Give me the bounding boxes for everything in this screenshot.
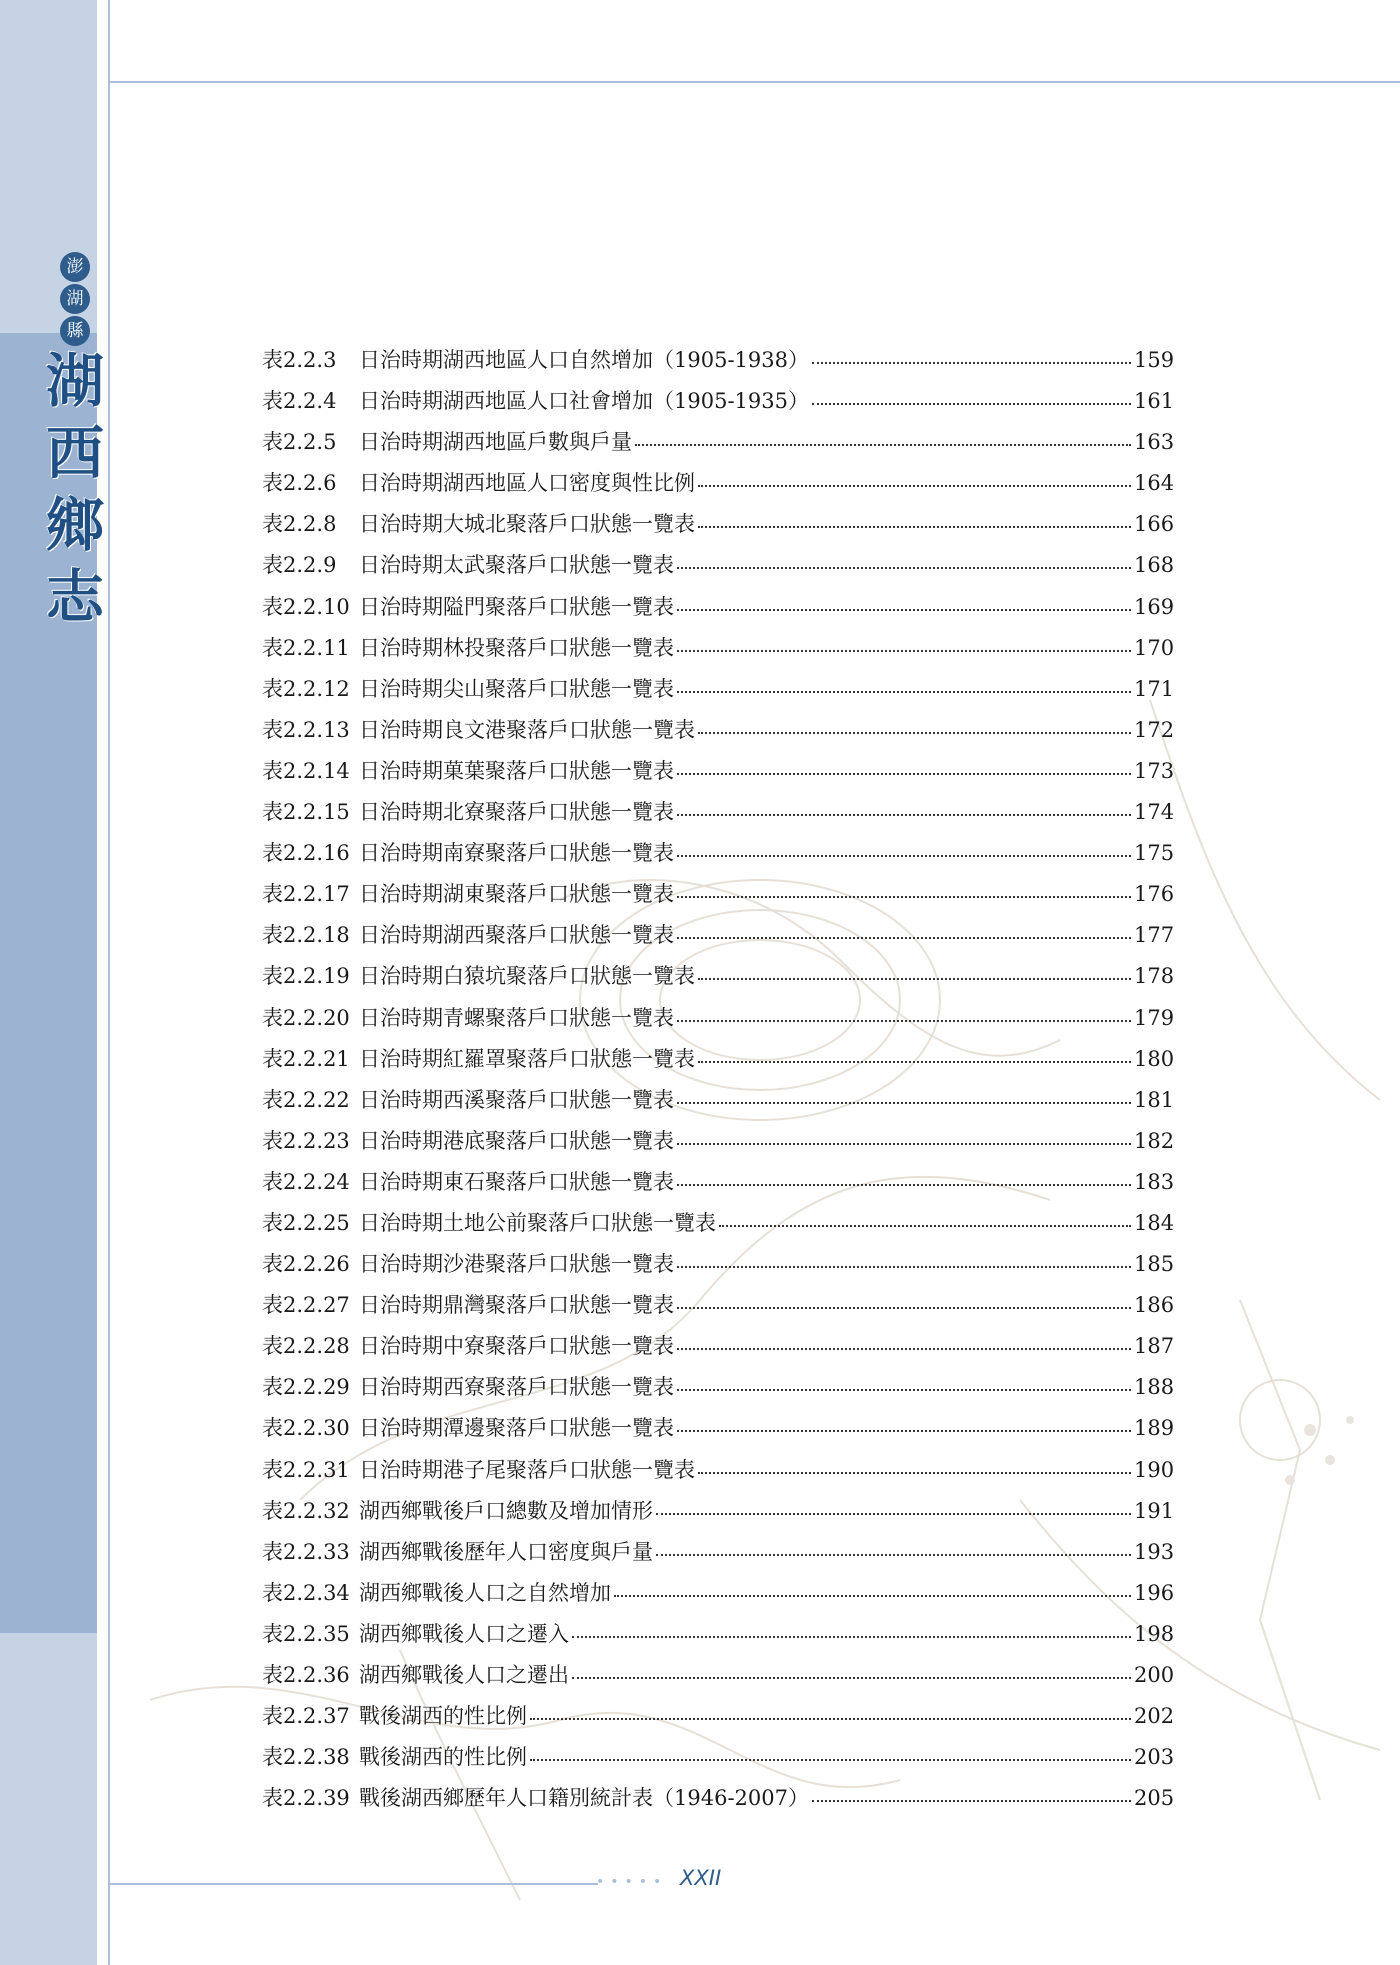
toc-dot-leader bbox=[572, 1636, 1131, 1638]
toc-entry-number: 表2.2.30 bbox=[262, 1416, 350, 1441]
toc-dot-leader bbox=[719, 1225, 1131, 1227]
book-title-char-3: 鄉 bbox=[45, 491, 104, 559]
toc-entry-page: 169 bbox=[1134, 594, 1175, 619]
toc-entry[interactable] bbox=[262, 755, 1175, 796]
toc-entry-title: 日治時期西寮聚落戶口狀態一覽表 bbox=[359, 1375, 674, 1400]
toc-entry-title: 日治時期隘門聚落戶口狀態一覽表 bbox=[359, 594, 674, 619]
header-rule bbox=[108, 81, 1400, 83]
toc-dot-leader bbox=[677, 1307, 1131, 1309]
toc-entry-number: 表2.2.36 bbox=[262, 1663, 350, 1687]
toc-dot-leader bbox=[677, 691, 1131, 693]
toc-entry-page: 173 bbox=[1134, 758, 1175, 783]
toc-entry-title: 日治時期太武聚落戶口狀態一覽表 bbox=[359, 553, 674, 578]
toc-entry-number: 表2.2.28 bbox=[262, 1334, 350, 1359]
book-title-char-2: 西 bbox=[45, 419, 104, 487]
toc-entry-title: 日治時期湖西地區戶數與戶量 bbox=[359, 430, 632, 455]
toc-entry-page: 186 bbox=[1134, 1293, 1175, 1318]
toc-entry[interactable] bbox=[262, 1289, 1175, 1330]
book-title-vertical bbox=[42, 345, 108, 633]
toc-dot-leader bbox=[698, 485, 1131, 487]
toc-entry-title: 日治時期湖西聚落戶口狀態一覽表 bbox=[359, 923, 674, 948]
toc-entry-title: 日治時期潭邊聚落戶口狀態一覽表 bbox=[359, 1416, 674, 1441]
toc-entry-title: 戰後湖西的性比例 bbox=[359, 1745, 527, 1770]
toc-dot-leader bbox=[677, 1184, 1131, 1186]
toc-dot-leader bbox=[677, 1102, 1131, 1104]
toc-entry-number: 表2.2.33 bbox=[262, 1539, 350, 1564]
toc-entry-number: 表2.2.23 bbox=[262, 1128, 350, 1153]
toc-dot-leader bbox=[677, 1020, 1131, 1022]
toc-entry-page: 179 bbox=[1134, 1005, 1175, 1030]
toc-entry-title: 湖西鄉戰後歷年人口密度與戶量 bbox=[359, 1539, 653, 1564]
toc-entry[interactable] bbox=[262, 878, 1175, 919]
toc-entry-number: 表2.2.31 bbox=[262, 1457, 350, 1482]
toc-entry[interactable] bbox=[262, 1577, 1175, 1618]
toc-dot-leader bbox=[698, 732, 1131, 734]
toc-entry-number: 表2.2.35 bbox=[262, 1621, 350, 1646]
toc-dot-leader bbox=[677, 1430, 1131, 1432]
toc-entry[interactable] bbox=[262, 714, 1175, 755]
toc-entry-title: 日治時期白猿坑聚落戶口狀態一覽表 bbox=[359, 964, 695, 989]
toc-entry-title: 戰後湖西的性比例 bbox=[359, 1704, 527, 1729]
toc-entry-page: 182 bbox=[1134, 1128, 1175, 1153]
toc-entry-page: 163 bbox=[1134, 430, 1175, 455]
county-seal-char-3: 縣 bbox=[60, 316, 90, 346]
toc-entry-page: 189 bbox=[1134, 1416, 1175, 1441]
toc-entry-number: 表2.2.26 bbox=[262, 1252, 350, 1277]
toc-entry[interactable] bbox=[262, 549, 1175, 590]
toc-entry-number: 表2.2.37 bbox=[262, 1704, 350, 1729]
toc-entry-page: 177 bbox=[1134, 923, 1175, 948]
table-of-contents bbox=[262, 344, 1175, 1823]
toc-entry-page: 191 bbox=[1134, 1498, 1175, 1523]
toc-entry[interactable] bbox=[262, 508, 1175, 549]
toc-entry-number: 表2.2.39 bbox=[262, 1786, 350, 1811]
toc-entry-page: 203 bbox=[1134, 1745, 1175, 1770]
toc-entry-title: 日治時期青螺聚落戶口狀態一覽表 bbox=[359, 1005, 674, 1030]
toc-entry-title: 日治時期沙港聚落戶口狀態一覽表 bbox=[359, 1252, 674, 1277]
margin-rule-vertical bbox=[108, 0, 110, 1965]
toc-entry-title: 日治時期大城北聚落戶口狀態一覽表 bbox=[359, 512, 695, 537]
toc-entry-page: 171 bbox=[1134, 676, 1175, 701]
toc-entry-title: 日治時期尖山聚落戶口狀態一覽表 bbox=[359, 676, 674, 701]
toc-dot-leader bbox=[677, 1389, 1131, 1391]
footer-rule bbox=[108, 1883, 598, 1885]
toc-entry[interactable] bbox=[262, 1002, 1175, 1043]
toc-entry-number: 表2.2.13 bbox=[262, 717, 350, 742]
toc-dot-leader bbox=[530, 1759, 1131, 1761]
toc-entry-page: 185 bbox=[1134, 1252, 1175, 1277]
toc-entry-title: 日治時期良文港聚落戶口狀態一覽表 bbox=[359, 717, 695, 742]
toc-entry-page: 170 bbox=[1134, 635, 1175, 660]
toc-dot-leader bbox=[677, 1143, 1131, 1145]
toc-entry[interactable] bbox=[262, 1043, 1175, 1084]
toc-dot-leader bbox=[677, 896, 1131, 898]
toc-entry-title: 日治時期湖西地區人口自然增加（1905-1938） bbox=[359, 348, 809, 372]
toc-entry-title: 日治時期西溪聚落戶口狀態一覽表 bbox=[359, 1087, 674, 1112]
toc-dot-leader bbox=[677, 1348, 1131, 1350]
toc-entry-number: 表2.2.9 bbox=[262, 553, 337, 578]
toc-dot-leader bbox=[698, 526, 1131, 528]
toc-dot-leader bbox=[572, 1677, 1131, 1679]
toc-entry-page: 184 bbox=[1134, 1210, 1175, 1235]
toc-dot-leader bbox=[656, 1554, 1131, 1556]
toc-dot-leader bbox=[677, 773, 1131, 775]
toc-dot-leader bbox=[812, 362, 1131, 364]
toc-entry-number: 表2.2.18 bbox=[262, 923, 350, 948]
toc-entry-page: 181 bbox=[1134, 1087, 1175, 1112]
toc-entry-page: 164 bbox=[1134, 471, 1175, 496]
toc-entry-number: 表2.2.8 bbox=[262, 512, 337, 537]
toc-entry-number: 表2.2.38 bbox=[262, 1745, 350, 1770]
toc-entry-number: 表2.2.10 bbox=[262, 594, 350, 619]
toc-entry[interactable] bbox=[262, 1166, 1175, 1207]
toc-entry[interactable] bbox=[262, 673, 1175, 714]
toc-entry-title: 湖西鄉戰後人口之遷入 bbox=[359, 1621, 569, 1646]
footer-rule-dots: ••••• bbox=[596, 1874, 668, 1890]
toc-entry-number: 表2.2.3 bbox=[262, 348, 337, 372]
toc-dot-leader bbox=[677, 567, 1131, 569]
toc-dot-leader bbox=[677, 1266, 1131, 1268]
toc-dot-leader bbox=[677, 609, 1131, 611]
toc-entry-number: 表2.2.20 bbox=[262, 1005, 350, 1030]
toc-entry-number: 表2.2.4 bbox=[262, 389, 337, 414]
toc-dot-leader bbox=[656, 1513, 1131, 1515]
toc-dot-leader bbox=[614, 1595, 1131, 1597]
toc-entry[interactable] bbox=[262, 1536, 1175, 1577]
toc-entry[interactable] bbox=[262, 344, 1175, 385]
toc-entry-number: 表2.2.21 bbox=[262, 1046, 350, 1071]
toc-entry-title: 戰後湖西鄉歷年人口籍別統計表（1946-2007） bbox=[359, 1786, 809, 1811]
toc-entry-page: 176 bbox=[1134, 882, 1175, 907]
toc-dot-leader bbox=[812, 1800, 1131, 1802]
toc-entry-number: 表2.2.12 bbox=[262, 676, 350, 701]
toc-entry-page: 174 bbox=[1134, 800, 1175, 825]
toc-entry-page: 175 bbox=[1134, 841, 1175, 866]
toc-entry-title: 日治時期菓葉聚落戶口狀態一覽表 bbox=[359, 758, 674, 783]
toc-entry-title: 日治時期湖東聚落戶口狀態一覽表 bbox=[359, 882, 674, 907]
toc-entry[interactable] bbox=[262, 591, 1175, 632]
toc-entry[interactable] bbox=[262, 1084, 1175, 1125]
toc-entry[interactable] bbox=[262, 796, 1175, 837]
toc-dot-leader bbox=[677, 650, 1131, 652]
toc-entry-page: 202 bbox=[1134, 1704, 1175, 1729]
toc-entry[interactable] bbox=[262, 1495, 1175, 1536]
toc-entry-title: 湖西鄉戰後戶口總數及增加情形 bbox=[359, 1498, 653, 1523]
book-title-char-4: 志 bbox=[45, 563, 104, 631]
book-title-char-1: 湖 bbox=[45, 347, 104, 415]
toc-entry[interactable] bbox=[262, 1125, 1175, 1166]
toc-entry[interactable] bbox=[262, 837, 1175, 878]
toc-entry-page: 166 bbox=[1134, 512, 1175, 537]
toc-entry-page: 183 bbox=[1134, 1169, 1175, 1194]
toc-entry[interactable] bbox=[262, 1700, 1175, 1741]
toc-dot-leader bbox=[677, 814, 1131, 816]
toc-entry[interactable] bbox=[262, 1207, 1175, 1248]
toc-entry-number: 表2.2.5 bbox=[262, 430, 337, 455]
toc-entry-title: 湖西鄉戰後人口之遷出 bbox=[359, 1663, 569, 1687]
toc-entry-page: 178 bbox=[1134, 964, 1175, 989]
toc-entry-title: 日治時期鼎灣聚落戶口狀態一覽表 bbox=[359, 1293, 674, 1318]
toc-entry[interactable] bbox=[262, 1371, 1175, 1412]
toc-entry[interactable] bbox=[262, 1330, 1175, 1371]
toc-entry[interactable] bbox=[262, 1412, 1175, 1453]
toc-entry-title: 日治時期紅羅罩聚落戶口狀態一覽表 bbox=[359, 1046, 695, 1071]
toc-entry-page: 190 bbox=[1134, 1457, 1175, 1482]
toc-entry[interactable] bbox=[262, 467, 1175, 508]
toc-entry[interactable] bbox=[262, 960, 1175, 1001]
toc-entry-title: 日治時期北寮聚落戶口狀態一覽表 bbox=[359, 800, 674, 825]
toc-entry-page: 188 bbox=[1134, 1375, 1175, 1400]
toc-entry[interactable] bbox=[262, 385, 1175, 426]
county-seal-char-2: 湖 bbox=[60, 284, 90, 314]
toc-entry-number: 表2.2.14 bbox=[262, 758, 350, 783]
toc-entry-title: 日治時期湖西地區人口密度與性比例 bbox=[359, 471, 695, 496]
toc-entry-page: 168 bbox=[1134, 553, 1175, 578]
toc-dot-leader bbox=[530, 1718, 1131, 1720]
toc-entry-number: 表2.2.16 bbox=[262, 841, 350, 866]
toc-dot-leader bbox=[677, 855, 1131, 857]
toc-entry-page: 198 bbox=[1134, 1621, 1175, 1646]
toc-entry[interactable] bbox=[262, 1782, 1175, 1823]
toc-entry-page: 196 bbox=[1134, 1580, 1175, 1605]
toc-entry[interactable] bbox=[262, 426, 1175, 467]
toc-entry-number: 表2.2.32 bbox=[262, 1498, 350, 1523]
toc-entry-number: 表2.2.15 bbox=[262, 800, 350, 825]
page-folio: XXII bbox=[680, 1866, 722, 1890]
toc-entry-number: 表2.2.25 bbox=[262, 1210, 350, 1235]
toc-entry-page: 161 bbox=[1134, 389, 1175, 414]
toc-entry-title: 日治時期湖西地區人口社會增加（1905-1935） bbox=[359, 389, 809, 414]
toc-entry-number: 表2.2.17 bbox=[262, 882, 350, 907]
toc-dot-leader bbox=[698, 1472, 1131, 1474]
toc-entry[interactable] bbox=[262, 1659, 1175, 1700]
toc-entry-number: 表2.2.22 bbox=[262, 1087, 350, 1112]
toc-dot-leader bbox=[812, 403, 1131, 405]
toc-entry[interactable] bbox=[262, 919, 1175, 960]
toc-entry-page: 159 bbox=[1134, 348, 1175, 372]
toc-entry[interactable] bbox=[262, 1454, 1175, 1495]
toc-entry-title: 日治時期中寮聚落戶口狀態一覽表 bbox=[359, 1334, 674, 1359]
toc-entry[interactable] bbox=[262, 1618, 1175, 1659]
toc-entry-title: 日治時期港子尾聚落戶口狀態一覽表 bbox=[359, 1457, 695, 1482]
toc-entry-number: 表2.2.6 bbox=[262, 471, 337, 496]
toc-entry-page: 187 bbox=[1134, 1334, 1175, 1359]
toc-entry-title: 湖西鄉戰後人口之自然增加 bbox=[359, 1580, 611, 1605]
toc-entry-page: 205 bbox=[1134, 1786, 1175, 1811]
toc-entry-page: 193 bbox=[1134, 1539, 1175, 1564]
toc-entry-number: 表2.2.24 bbox=[262, 1169, 350, 1194]
toc-entry-page: 200 bbox=[1134, 1663, 1175, 1687]
toc-entry-title: 日治時期南寮聚落戶口狀態一覽表 bbox=[359, 841, 674, 866]
toc-dot-leader bbox=[635, 444, 1131, 446]
toc-entry[interactable] bbox=[262, 1248, 1175, 1289]
toc-dot-leader bbox=[677, 937, 1131, 939]
county-seal-char-1: 澎 bbox=[60, 252, 90, 282]
toc-entry-number: 表2.2.34 bbox=[262, 1580, 350, 1605]
toc-entry[interactable] bbox=[262, 1741, 1175, 1782]
toc-entry[interactable] bbox=[262, 632, 1175, 673]
toc-entry-title: 日治時期林投聚落戶口狀態一覽表 bbox=[359, 635, 674, 660]
toc-entry-page: 180 bbox=[1134, 1046, 1175, 1071]
toc-entry-number: 表2.2.19 bbox=[262, 964, 350, 989]
toc-entry-title: 日治時期土地公前聚落戶口狀態一覽表 bbox=[359, 1210, 716, 1235]
toc-dot-leader bbox=[698, 978, 1131, 980]
toc-dot-leader bbox=[698, 1061, 1131, 1063]
toc-entry-page: 172 bbox=[1134, 717, 1175, 742]
toc-entry-title: 日治時期東石聚落戶口狀態一覽表 bbox=[359, 1169, 674, 1194]
toc-entry-number: 表2.2.29 bbox=[262, 1375, 350, 1400]
toc-entry-number: 表2.2.27 bbox=[262, 1293, 350, 1318]
toc-entry-title: 日治時期港底聚落戶口狀態一覽表 bbox=[359, 1128, 674, 1153]
toc-entry-number: 表2.2.11 bbox=[262, 635, 350, 660]
